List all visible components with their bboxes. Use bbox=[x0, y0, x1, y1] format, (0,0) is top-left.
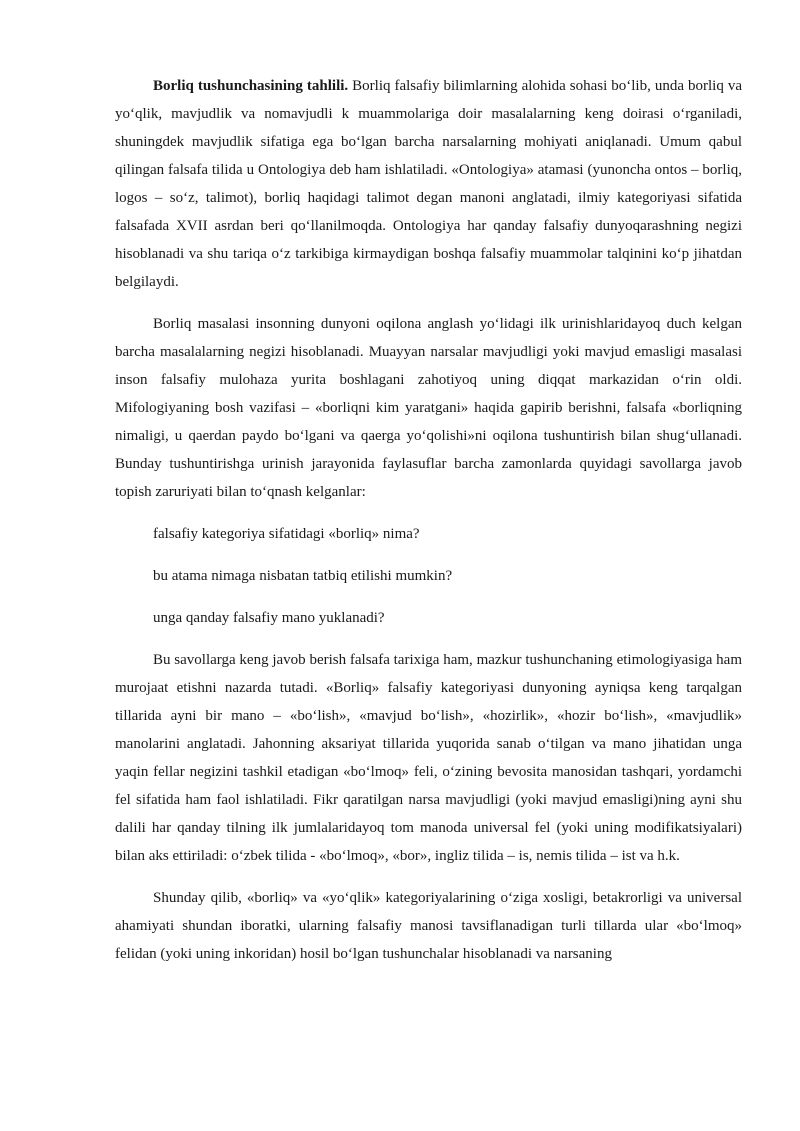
paragraph-1 bbox=[115, 72, 742, 296]
question-1: falsafiy kategoriya sifatidagi «borliq» nima? bbox=[153, 526, 420, 542]
question-2: bu atama nimaga nisbatan tatbiq etilishi mumkin? bbox=[153, 568, 453, 584]
paragraph-3: Bu savollarga keng javob berish falsafa tarixiga ham, mazkur tushunchaning etimologiyasiga ham murojaat etishni nazarda tutadi. «Borliq» falsafiy kategoriyasi dunyoning ayniqsa keng tarqalgan tillarida ayni bir mano – «bo‘lish», «mavjud bo‘lish», «hozirlik», «hozir bo‘lish», «mavjudlik» manolarini anglatadi. Jahonning aksariyat tillarida yuqorida sanab o‘tilgan va mano jihatidan unga yaqin fellar negizini tashkil etadigan «bo‘lmoq» feli, o‘zining bevosita manosidan tashqari, yordamchi fel sifatida ham faol ishlatiladi. Fikr qaratilgan narsa mavjudligi (yoki mavjud emasligi)ning ayni shu dalili har qanday tilning ilk jumlalaridayoq tom manoda universal fel (yoki uning modifikatsiyalari) bilan aks ettiriladi: o‘zbek tilida - «bo‘lmoq», «bor», ingliz tilida – is, nemis tilida – ist va h.k. bbox=[115, 652, 742, 864]
paragraph-1-body: Borliq falsafiy bilimlarning alohida sohasi bo‘lib, unda borliq va yo‘qlik, mavjudlik va nomavjudli k muammolariga doir masalalarning keng doirasi o‘rganiladi, shuningdek mavjudlik sifatiga ega bo‘lgan barcha narsalarning mohiyati aniqlanadi. Umum qabul qilingan falsafa tilida u Ontologiya deb ham ishlatiladi. «Ontologiya» atamasi (yunoncha ontos – borliq, logos – so‘z, talimot), borliq haqidagi talimot degan manoni anglatadi, ilmiy kategoriyasi sifatida falsafada XVII asrdan beri qo‘llanilmoqda. Ontologiya har qanday falsafiy dunyoqarashning negizi hisoblanadi va shu tariqa o‘z tarkibiga kirmaydigan boshqa falsafiy muammolar talqinini ko‘p jihatdan belgilaydi. bbox=[115, 78, 742, 290]
section-heading: Borliq tushunchasining tahlili. bbox=[153, 78, 349, 94]
document-page bbox=[115, 72, 742, 982]
paragraph-2: Borliq masalasi insonning dunyoni oqilona anglash yo‘lidagi ilk urinishlaridayoq duch kelgan barcha masalalarning negizi hisoblanadi. Muayyan narsalar mavjudligi yoki mavjud emasligi masalasi inson falsafiy mulohaza yurita boshlagani zahotiyoq uning diqqat markazidan o‘rin oldi. Mifologiyaning bosh vazifasi – «borliqni kim yaratgani» haqida gapirib berishni, falsafa «borliqning nimaligi, u qaerdan paydo bo‘lgani va qaerga yo‘qolishi»ni oqilona tushuntirish bilan shug‘ullanadi. Bunday tushuntirishga urinish jarayonida faylasuflar barcha zamonlarda quyidagi savollarga javob topish zaruriyati bilan to‘qnash kelganlar: bbox=[115, 316, 742, 500]
paragraph-4: Shunday qilib, «borliq» va «yo‘qlik» kategoriyalarining o‘ziga xosligi, betakrorligi va universal ahamiyati shundan iboratki, ularning falsafiy manosi tavsiflanadigan turli tillarda ular «bo‘lmoq» felidan (yoki uning inkoridan) hosil bo‘lgan tushunchalar hisoblanadi va narsaning bbox=[115, 890, 742, 962]
question-3: unga qanday falsafiy mano yuklanadi? bbox=[153, 610, 385, 626]
